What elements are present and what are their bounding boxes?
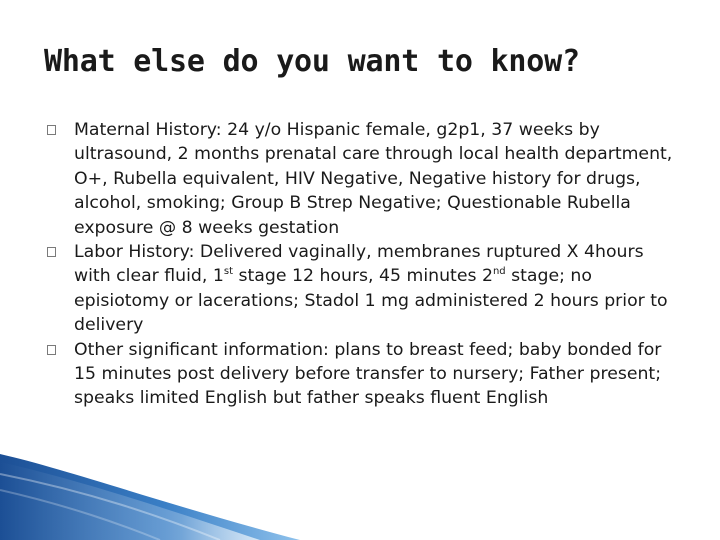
square-bullet-icon bbox=[47, 247, 56, 257]
bullet-list bbox=[44, 118, 684, 411]
slide-title: What else do you want to know? bbox=[44, 44, 580, 79]
corner-swoosh-decoration bbox=[0, 452, 300, 540]
square-bullet-icon bbox=[47, 345, 56, 355]
superscript: nd bbox=[492, 266, 506, 278]
bullet-item-maternal-history: Maternal History: 24 y/o Hispanic female, g2p1, 37 weeks by ultrasound, 2 months prenatal care through local health department, O+, Rubella equivalent, HIV Negative, Negative history for drugs, alcohol, smoking; Group B Strep Negative; Questionable Rubella exposure @ 8 weeks gestation bbox=[44, 118, 684, 240]
bullet-item-labor-history: Labor History: Delivered vaginally, membranes ruptured X 4hours with clear fluid, 1st stage 12 hours, 45 minutes 2nd stage; no episiotomy or lacerations; Stadol 1 mg administered 2 hours prior to delivery bbox=[44, 240, 684, 338]
superscript: st bbox=[223, 266, 234, 278]
square-bullet-icon bbox=[47, 125, 56, 135]
bullet-item-other-information: Other significant information: plans to breast feed; baby bonded for 15 minutes post delivery before transfer to nursery; Father present; speaks limited English but father speaks fluent English bbox=[44, 338, 684, 411]
